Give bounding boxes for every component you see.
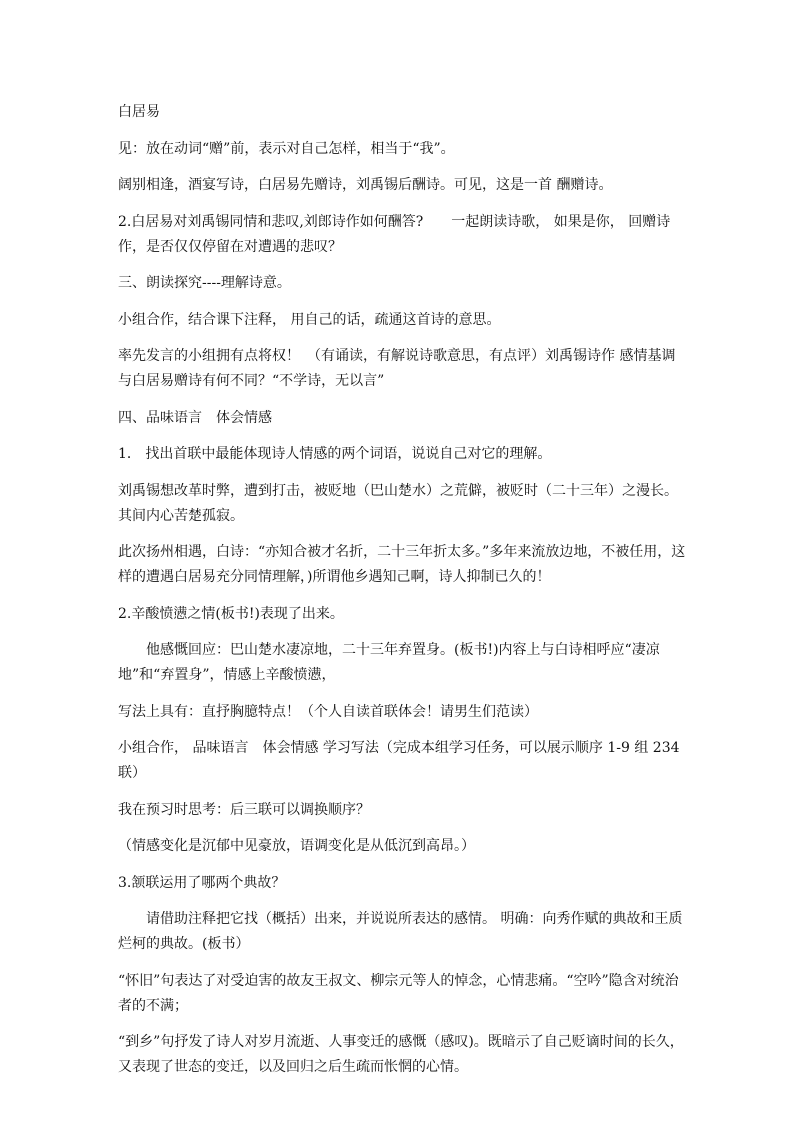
paragraph-task-1: 1． 找出首联中最能体现诗人情感的两个词语，说说自己对它的理解。 <box>118 446 552 462</box>
paragraph-chouzeng: 阔别相逢，酒宴写诗，白居易先赠诗，刘禹锡后酬诗。可见，这是一首 酬赠诗。 <box>118 177 613 193</box>
paragraph-daoxiang: “到乡”句抒发了诗人对岁月流逝、人事变迁的感慨（感叹)。既暗示了自己贬谪时间的长久，又表现了世态的变迁，以及回归之后生疏而怅惘的心情。 <box>118 1034 684 1075</box>
paragraph-question-3: 3.颔联运用了哪两个典故？ <box>118 874 286 891</box>
paragraph-response: 他感慨回应：巴山楚水凄凉地，二十三年弃置身。(板书!)内容上与白诗相呼应“凄凉地”和“弃置身”，情感上辛酸愤懑， <box>118 642 660 683</box>
paragraph-first-speaker: 率先发言的小组拥有点将权！ （有诵读，有解说诗歌意思，有点评）刘禹锡诗作 感情基调与白居易赠诗有何不同？“不学诗，无以言” <box>118 348 676 389</box>
paragraph-liu-background: 刘禹锡想改革时弊，遭到打击，被贬地（巴山楚水）之荒僻，被贬时（二十三年）之漫长。 其间内心苦楚孤寂。 <box>118 482 678 524</box>
paragraph-group-task: 小组合作， 品味语言 体会情感 学习写法（完成本组学习任务，可以展示顺序 1-9 组 234 联） <box>118 740 680 781</box>
paragraph-emotion-2: 2.辛酸愤懑之情(板书!)表现了出来。 <box>118 605 344 622</box>
section-heading-3: 三、朗读探究----理解诗意。 <box>118 275 291 291</box>
paragraph-question-2: 2.白居易对刘禹锡同情和悲叹,刘郎诗作如何酬答? 一起朗读诗歌， 如果是你， 回赠诗作，是否仅仅停留在对遭遇的悲叹？ <box>118 213 671 255</box>
paragraph-jian-note: 见：放在动词“赠”前，表示对自己怎样，相当于“我”。 <box>118 140 455 157</box>
paragraph-emotion-change: （情感变化是沉郁中见豪放，语调变化是从低沉到高昂。） <box>118 838 475 854</box>
paragraph-allusions: 请借助注释把它找（概括）出来，并说说所表达的感情。 明确：向秀作赋的典故和王质烂柯的典故。(板书） <box>118 911 683 952</box>
section-heading-4: 四、品味语言 体会情感 <box>118 409 272 426</box>
paragraph-author: 白居易 <box>118 104 160 120</box>
paragraph-writing-method: 写法上具有：直抒胸臆特点！（个人自读首联体会！请男生们范读） <box>118 703 538 720</box>
document-body <box>118 100 688 1092</box>
paragraph-huaijiu: “怀旧”句表达了对受迫害的故友王叔文、柳宗元等人的悼念，心情悲痛。“空吟”隐含对统治者的不满； <box>118 972 679 1014</box>
paragraph-preview-question: 我在预习时思考：后三联可以调换顺序？ <box>118 801 370 818</box>
paragraph-group-work: 小组合作，结合课下注释， 用自己的话，疏通这首诗的意思。 <box>118 311 501 328</box>
paragraph-yangzhou-meeting: 此次扬州相遇，白诗：“亦知合被才名折，二十三年折太多。”多年来流放边地，不被任用，这样的遭遇白居易充分同情理解，)所谓他乡遇知己啊，诗人抑制已久的！ <box>118 544 686 585</box>
